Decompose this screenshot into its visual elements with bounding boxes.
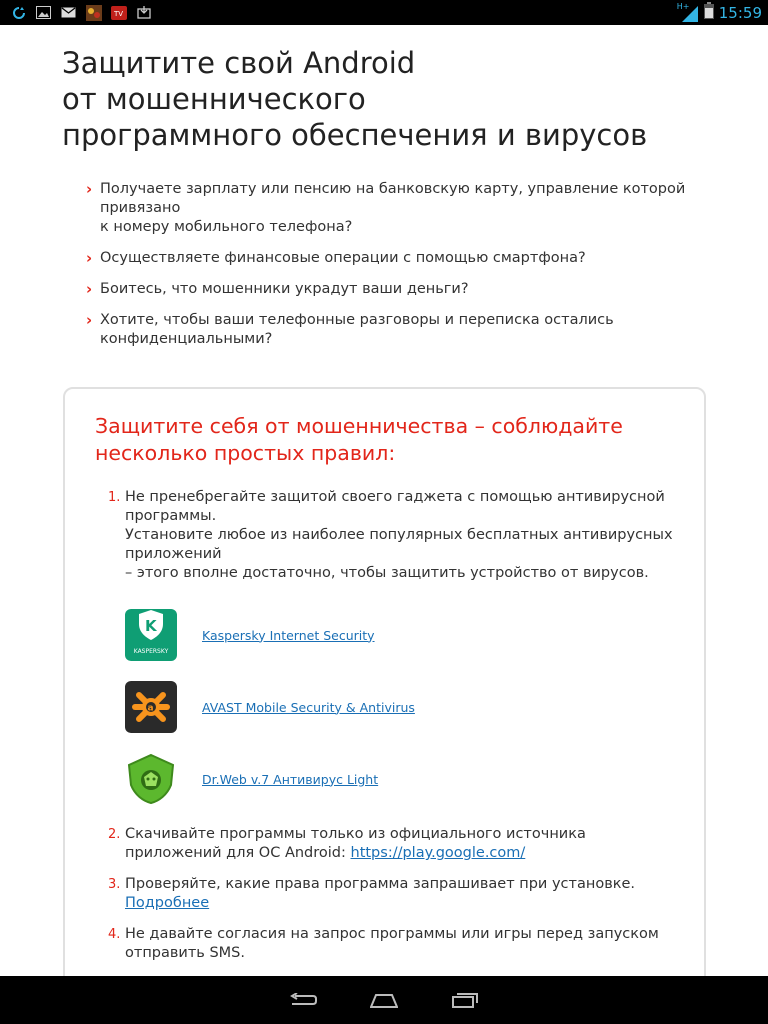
back-icon[interactable] [288,988,318,1012]
card-heading [95,413,655,467]
question-text: Осуществляете финансовые операции с помощью смартфона? [100,250,586,266]
rule-text: Не пренебрегайте защитой своего гаджета с помощью антивирусной программы. [125,489,665,524]
app-item-kaspersky [125,609,680,661]
app-item-avast [125,681,680,733]
kaspersky-icon-caption: KASPERSKY [133,648,169,655]
question-item [86,180,686,237]
chevron-right-icon: › [86,311,93,329]
download-icon [135,4,152,21]
rule-item [95,925,680,963]
rule-text: Не давайте согласия на запрос программы или игры перед запуском отправить SMS. [125,926,659,961]
svg-text:a: a [147,703,154,714]
rule-text: Установите любое из наиболее популярных бесплатных антивирусных приложений [125,527,673,562]
question-text: Боитесь, что мошенники украдут ваши деньги? [100,281,469,297]
card-heading-line: несколько простых правил: [95,441,396,465]
chevron-right-icon: › [86,180,93,198]
status-indicators [676,1,762,23]
rules-card [63,387,706,976]
notification-icons [10,4,152,21]
rule-number: 2. [108,827,121,842]
chevron-right-icon: › [86,280,93,298]
rule-item [95,488,680,805]
question-item [86,311,686,349]
avast-link[interactable]: AVAST Mobile Security & Antivirus [202,699,415,715]
rule-number: 1. [108,490,121,505]
question-text: Хотите, чтобы ваши телефонные разговоры и переписка остались конфиденциальными? [100,312,614,347]
signal-icon [676,1,699,23]
rule-text: Скачивайте программы только из официального источника приложений для ОС Android: [125,826,586,861]
svg-text:TV: TV [113,9,123,18]
web-content[interactable] [0,25,768,976]
card-heading-line: Защитите себя от мошенничества – соблюдайте [95,414,623,438]
tv-icon [110,4,127,21]
clock: 15:59 [718,3,762,22]
rule-item [95,825,680,863]
app-item-drweb [125,753,680,805]
rule-number: 4. [108,927,121,942]
rules-list [95,488,680,963]
title-line: программного обеспечения и вирусов [62,118,648,152]
question-item [86,249,686,268]
question-text: к номеру мобильного телефона? [100,219,353,235]
chevron-right-icon: › [86,249,93,267]
status-bar [0,0,768,25]
svg-text:K: K [145,617,157,635]
title-line: Защитите свой Android [62,46,416,80]
home-icon[interactable] [369,988,399,1012]
rule-number: 3. [108,877,121,892]
battery-icon [704,2,714,23]
rule-item [95,875,680,913]
network-type-label: H+ [676,1,690,11]
rule-text: Проверяйте, какие права программа запрашивает при установке. [125,876,636,892]
page-title [62,45,742,153]
title-line: от мошеннического [62,82,366,116]
kaspersky-icon[interactable] [125,609,177,661]
navigation-bar [0,976,768,1024]
gallery-icon [35,4,52,21]
gmail-icon [60,4,77,21]
sync-icon [10,4,27,21]
more-info-link[interactable]: Подробнее [125,895,210,911]
google-play-link[interactable]: https://play.google.com/ [350,845,526,861]
drweb-icon[interactable] [125,753,177,805]
rule-text: – этого вполне достаточно, чтобы защитить устройство от вирусов. [125,565,649,581]
question-list [86,180,686,361]
game-icon [85,4,102,21]
avast-icon[interactable] [125,681,177,733]
recent-apps-icon[interactable] [450,988,480,1012]
antivirus-app-list [125,609,680,805]
question-item [86,280,686,299]
kaspersky-link[interactable]: Kaspersky Internet Security [202,627,375,643]
question-text: Получаете зарплату или пенсию на банковскую карту, управление которой привязано [100,181,686,216]
drweb-link[interactable]: Dr.Web v.7 Антивирус Light [202,771,379,787]
